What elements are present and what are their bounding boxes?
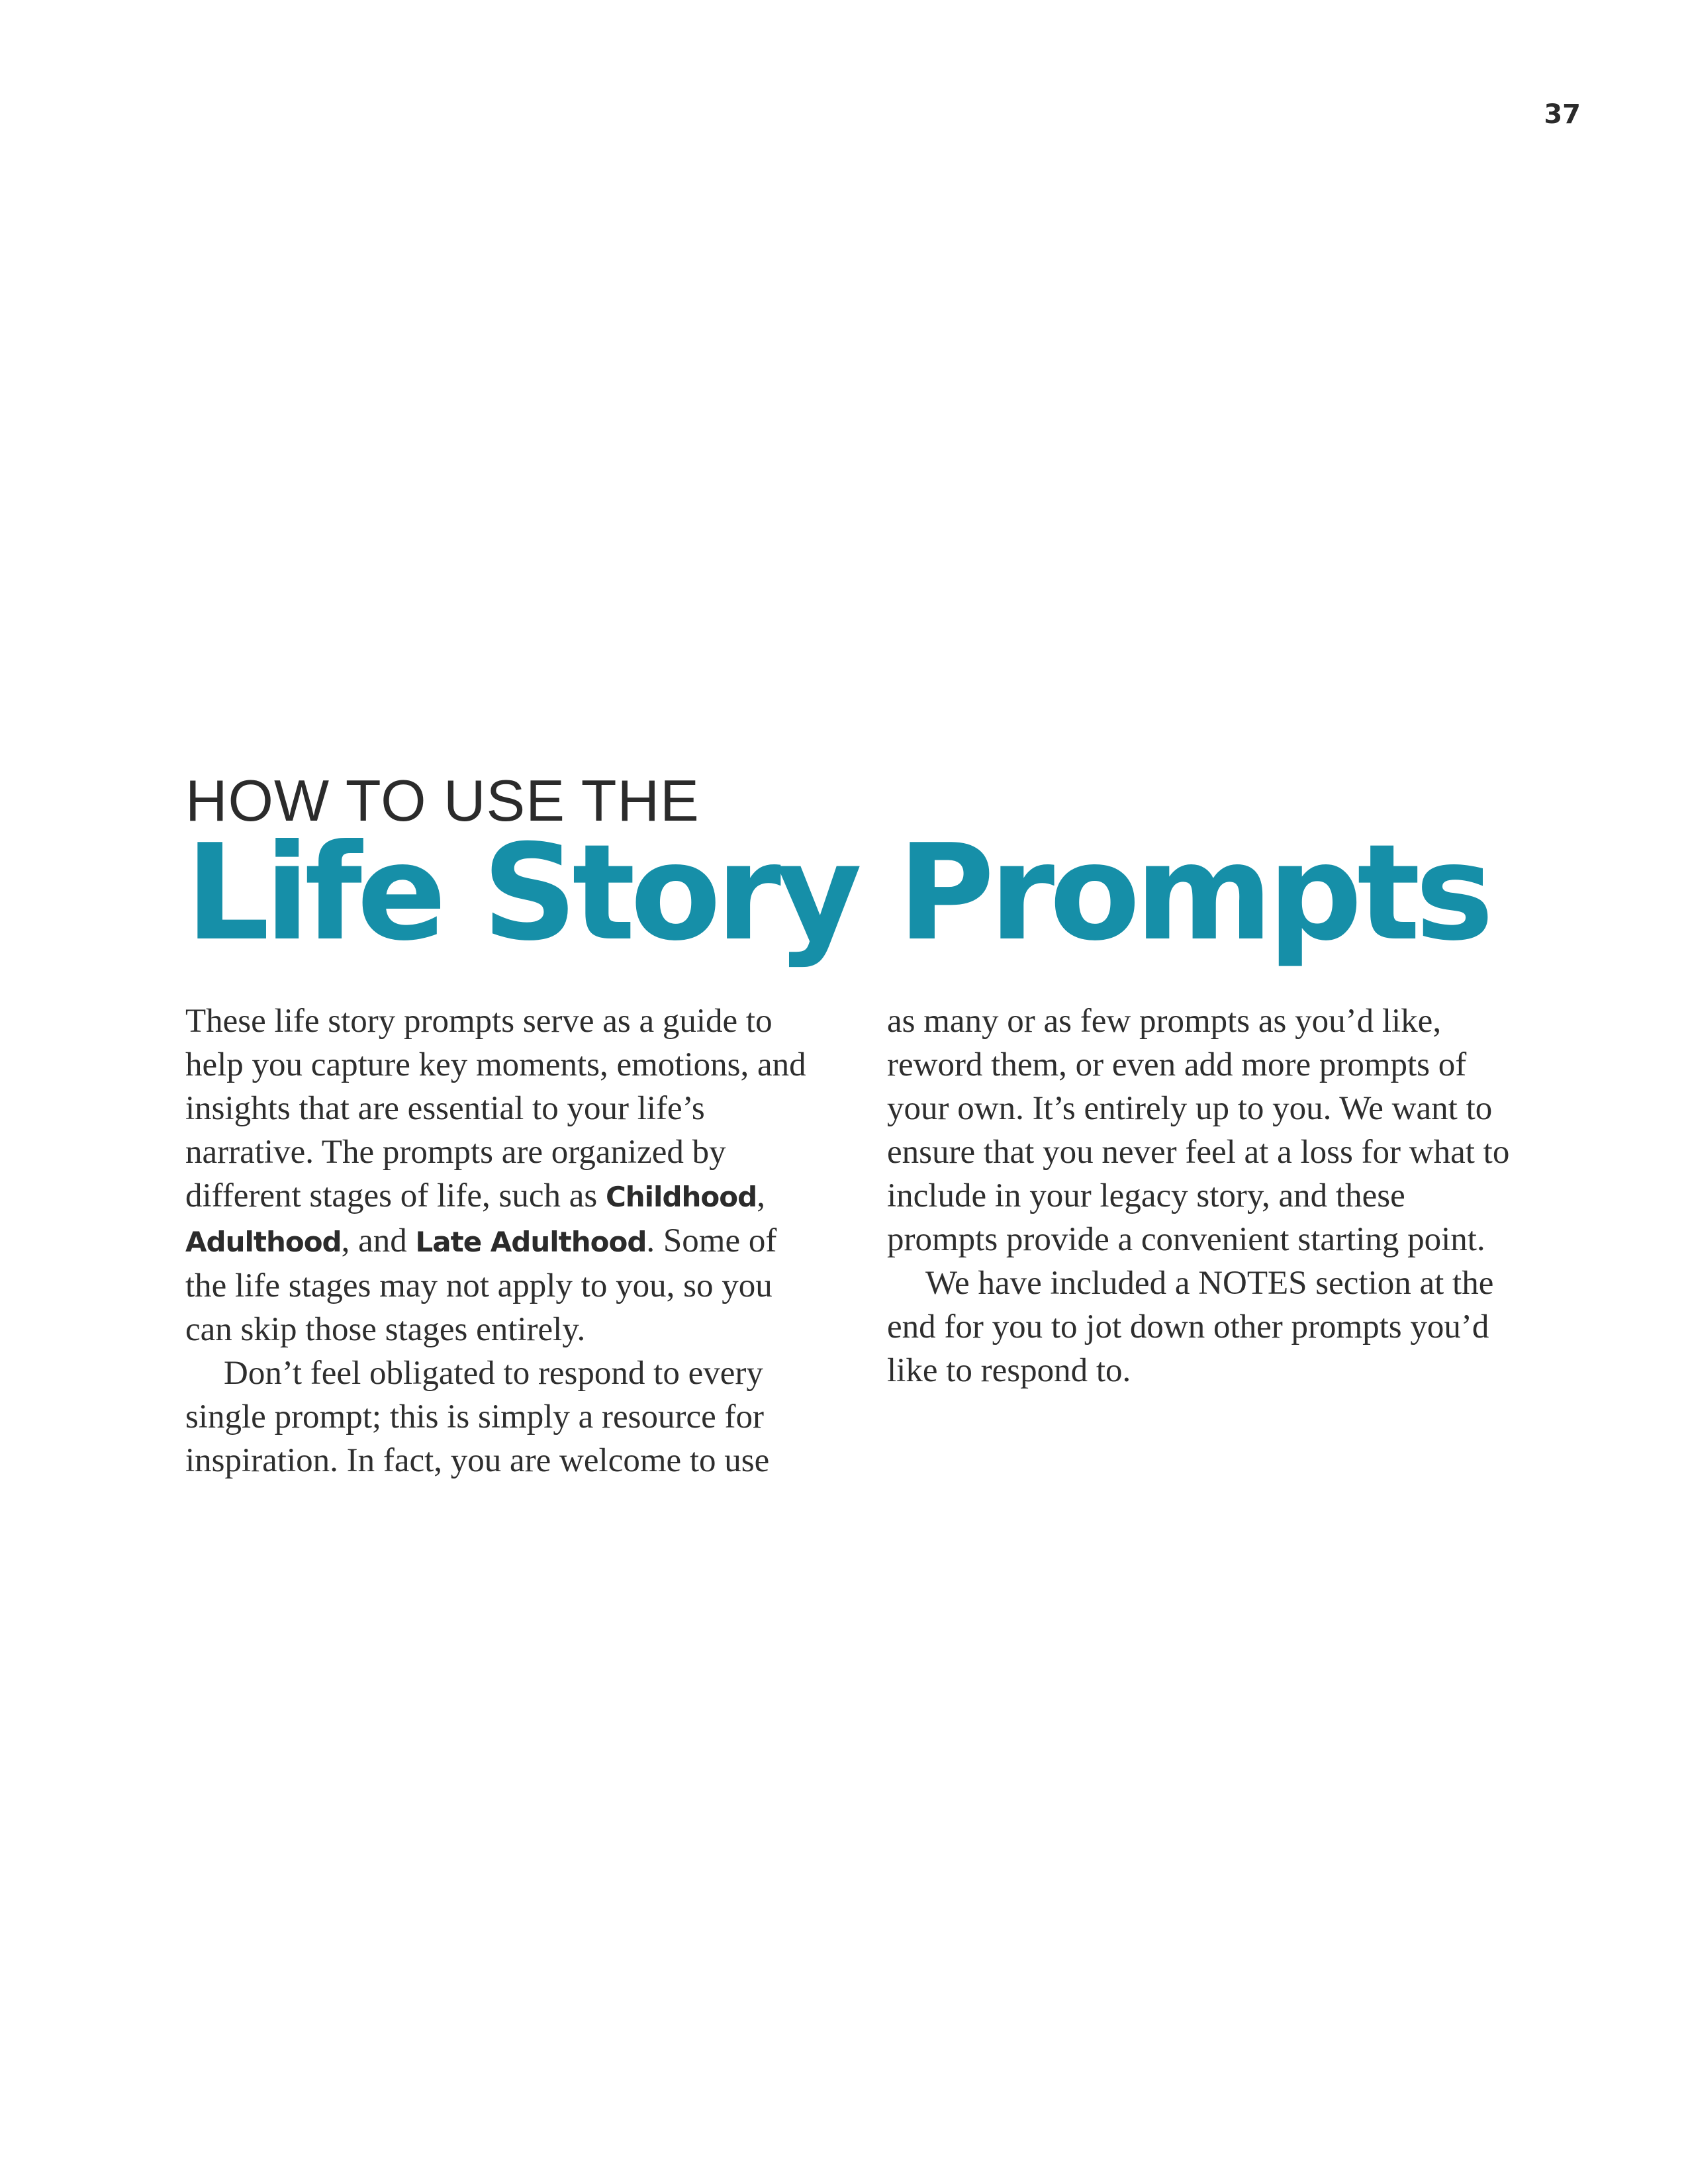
stage-childhood: Childhood bbox=[605, 1181, 757, 1213]
stage-adulthood: Adulthood bbox=[185, 1226, 342, 1258]
page-number: 37 bbox=[1544, 99, 1581, 130]
intro-paragraph bbox=[185, 999, 821, 1351]
continued-paragraph: as many or as few prompts as you’d like, reword them, or even add more prompts of your own. It’s entirely up to you. We want to ensure that you never feel at a loss for what to include in your legacy story, and these prompts provide a convenient starting point. bbox=[887, 1003, 1510, 1258]
page-title: Life Story Prompts bbox=[185, 816, 1489, 970]
page-heading bbox=[185, 768, 1575, 970]
separator-text: , bbox=[757, 1177, 765, 1214]
right-column bbox=[887, 999, 1523, 1482]
notes-paragraph: We have included a NOTES section at the end for you to jot down other prompts you’d like to respond to. bbox=[887, 1265, 1494, 1389]
obligation-paragraph: Don’t feel obligated to respond to every single prompt; this is simply a resource for inspiration. In fact, you are welcome to use bbox=[185, 1355, 770, 1479]
body-columns bbox=[185, 999, 1523, 1482]
stage-late-adulthood: Late Adulthood bbox=[415, 1226, 647, 1258]
intro-text: These life story prompts serve as a guide to help you capture key moments, emotions, and insights that are essential to your life’s narrative. The prompts are organized by different stages of life, such as bbox=[185, 1003, 806, 1214]
heading-kicker: HOW TO USE THE bbox=[185, 768, 700, 833]
left-column bbox=[185, 999, 821, 1482]
separator-text: , and bbox=[341, 1222, 416, 1259]
intro-text-continued: . Some of the life stages may not apply to you, so you can skip those stages entirely. bbox=[185, 1222, 777, 1348]
